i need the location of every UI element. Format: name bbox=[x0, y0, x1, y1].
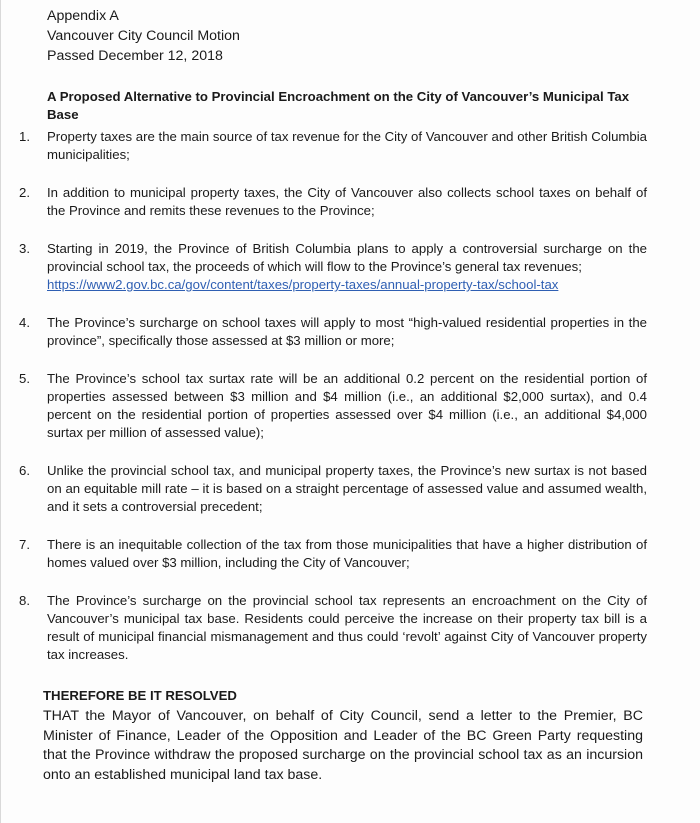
motion-heading: A Proposed Alternative to Provincial Encroachment on the City of Vancouver’s Municipal Tax Base bbox=[47, 89, 630, 122]
item-text: Property taxes are the main source of tax revenue for the City of Vancouver and other British Columbia municipalities; bbox=[47, 129, 647, 162]
item-text: Starting in 2019, the Province of British Columbia plans to apply a controversial surcharge on the provincial school tax, the proceeds of which will flow to the Province’s general tax revenues; bbox=[47, 241, 647, 274]
item-text: In addition to municipal property taxes, the City of Vancouver also collects school taxes on behalf of the Province and remits these revenues to the Province; bbox=[47, 185, 647, 218]
item-number: 1. bbox=[19, 129, 30, 144]
document-header bbox=[47, 6, 240, 66]
item-text: The Province’s school tax surtax rate will be an additional 0.2 percent on the residential portion of properties assessed between $3 million and $4 million (i.e., an additional $2,000 surtax), and 0.4 percent on the residential portion of properties assessed over $4 million (i.e., an additional $4,000 surtax per million of assessed value); bbox=[47, 371, 647, 440]
appendix-label: Appendix A bbox=[47, 8, 119, 24]
item-text: Unlike the provincial school tax, and municipal property taxes, the Province’s new surtax is not based on an equitable mill rate – it is based on a straight percentage of assessed value and assumed wealth, and it sets a controversial precedent; bbox=[47, 463, 647, 514]
resolution-body: THAT the Mayor of Vancouver, on behalf of City Council, send a letter to the Premier, BC Minister of Finance, Leader of the Opposition and Leader of the BC Green Party requesting that the Province withdraw the proposed surcharge on the provincial school tax as an incursion onto an established municipal land tax base. bbox=[43, 708, 643, 783]
motion-title: Vancouver City Council Motion bbox=[47, 28, 240, 44]
item-text: The Province’s surcharge on school taxes will apply to most “high-valued residential properties in the province”, specifically those assessed at $3 million or more; bbox=[47, 315, 647, 348]
item-number: 7. bbox=[19, 537, 30, 552]
item-number: 8. bbox=[19, 593, 30, 608]
item-text-block bbox=[47, 240, 647, 294]
item-number: 6. bbox=[19, 463, 30, 478]
item-number: 3. bbox=[19, 241, 30, 256]
school-tax-link[interactable]: https://www2.gov.bc.ca/gov/content/taxes/property-taxes/annual-property-tax/school-tax bbox=[47, 277, 559, 292]
passed-date: Passed December 12, 2018 bbox=[47, 48, 223, 64]
item-number: 2. bbox=[19, 185, 30, 200]
item-text: There is an inequitable collection of the tax from those municipalities that have a higher distribution of homes valued over $3 million, including the City of Vancouver; bbox=[47, 537, 647, 570]
item-number: 5. bbox=[19, 371, 30, 386]
resolution-heading: THEREFORE BE IT RESOLVED bbox=[43, 688, 237, 703]
item-text: The Province’s surcharge on the provincial school tax represents an encroachment on the City of Vancouver’s municipal tax base. Residents could perceive the increase on their property tax bill is a result of municipal financial mismanagement and thus could ‘revolt’ against City of Vancouver property tax increases. bbox=[47, 593, 647, 662]
item-number: 4. bbox=[19, 315, 30, 330]
